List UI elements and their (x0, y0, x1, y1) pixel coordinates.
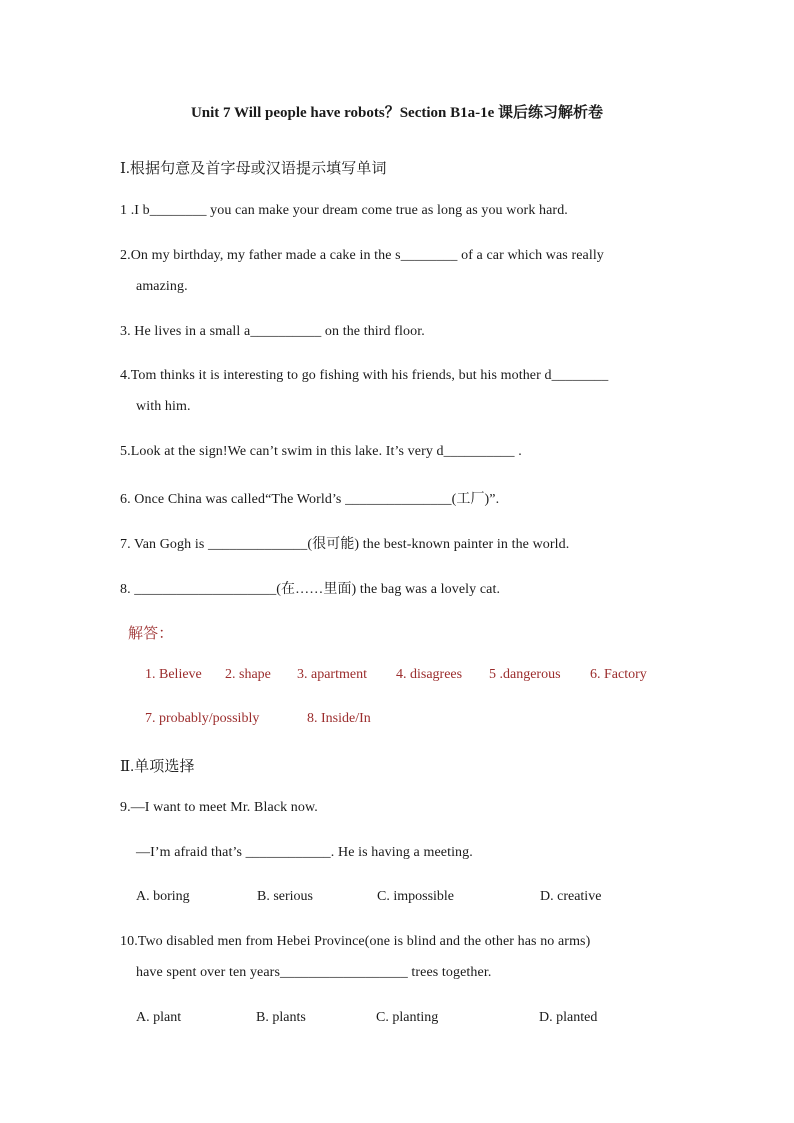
document-title: Unit 7 Will people have robots？Section B1a-1e 课后练习解析卷 (190, 105, 604, 121)
question-4-line-2: with him. (136, 399, 191, 414)
question-2-line-1: 2.On my birthday, my father made a cake in the s________ of a car which was really (120, 248, 604, 263)
question-5: 5.Look at the sign!We can’t swim in this lake. It’s very d__________ . (120, 444, 522, 459)
section-2-heading: Ⅱ.单项选择 (120, 759, 195, 775)
question-10-line-1: 10.Two disabled men from Hebei Province(one is blind and the other has no arms) (120, 934, 591, 949)
question-10-line-2: have spent over ten years__________________ trees together. (136, 965, 492, 980)
question-2-line-2: amazing. (136, 279, 188, 294)
question-10-option-d: D. planted (539, 1010, 598, 1025)
answers-label: 解答： (128, 626, 174, 642)
answer-2: 2. shape (225, 667, 271, 682)
answer-4: 4. disagrees (396, 667, 463, 682)
answer-1: 1. Believe (145, 667, 202, 682)
question-3: 3. He lives in a small a__________ on the third floor. (120, 324, 425, 339)
question-6: 6. Once China was called“The World’s _______________(工厂)”. (120, 492, 500, 507)
answer-6: 6. Factory (590, 667, 647, 682)
question-9-option-d: D. creative (540, 889, 602, 904)
question-1: 1 .I b________ you can make your dream come true as long as you work hard. (120, 203, 568, 218)
answer-8: 8. Inside/In (307, 711, 371, 726)
question-9-option-c: C. impossible (377, 889, 455, 904)
question-10-option-b: B. plants (256, 1010, 306, 1025)
question-9-line-2: —I’m afraid that’s ____________. He is having a meeting. (136, 845, 473, 860)
answers-row-2 (145, 711, 371, 727)
question-10-option-c: C. planting (376, 1010, 439, 1025)
answers-row-1 (145, 667, 647, 683)
answer-7: 7. probably/possibly (145, 711, 260, 726)
answer-3: 3. apartment (297, 667, 367, 682)
question-8: 8. ____________________(在……里面) the bag was a lovely cat. (120, 582, 501, 597)
section-1-heading: Ⅰ.根据句意及首字母或汉语提示填写单词 (120, 161, 387, 177)
answer-5: 5 .dangerous (489, 667, 561, 682)
question-9-option-a: A. boring (136, 889, 190, 904)
question-9-option-b: B. serious (257, 889, 313, 904)
question-10-option-a: A. plant (136, 1010, 182, 1025)
question-7: 7. Van Gogh is ______________(很可能) the best-known painter in the world. (120, 537, 570, 552)
question-9-line-1: 9.—I want to meet Mr. Black now. (120, 800, 318, 815)
question-4-line-1: 4.Tom thinks it is interesting to go fishing with his friends, but his mother d________ (120, 368, 609, 383)
